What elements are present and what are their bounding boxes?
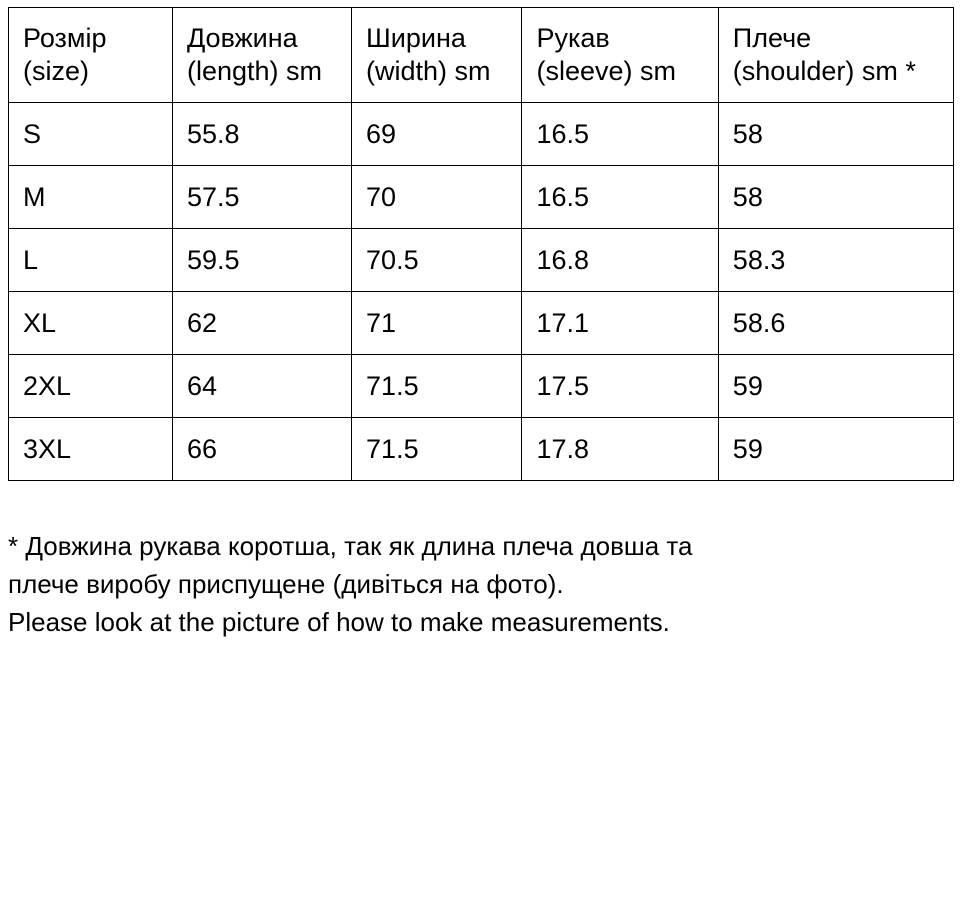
cell-size: 2XL <box>9 355 173 418</box>
table-row <box>9 292 954 355</box>
table-row <box>9 166 954 229</box>
note-line-1: * Довжина рукава коротша, так як длина плеча довша та <box>8 531 693 561</box>
cell-shoulder: 58 <box>718 103 953 166</box>
header-length: Довжина (length) sm <box>172 8 351 103</box>
table-header-row <box>9 8 954 103</box>
table-row <box>9 418 954 481</box>
note-line-3: Please look at the picture of how to make measurements. <box>8 607 670 637</box>
table-row <box>9 103 954 166</box>
cell-width: 70 <box>352 166 522 229</box>
cell-sleeve: 17.8 <box>522 418 718 481</box>
cell-shoulder: 59 <box>718 355 953 418</box>
cell-width: 70.5 <box>352 229 522 292</box>
cell-size: XL <box>9 292 173 355</box>
cell-shoulder: 59 <box>718 418 953 481</box>
cell-sleeve: 16.5 <box>522 103 718 166</box>
table-row <box>9 355 954 418</box>
cell-shoulder: 58.3 <box>718 229 953 292</box>
cell-size: M <box>9 166 173 229</box>
header-size: Розмір (size) <box>9 8 173 103</box>
cell-length: 62 <box>172 292 351 355</box>
cell-shoulder: 58 <box>718 166 953 229</box>
cell-length: 64 <box>172 355 351 418</box>
cell-sleeve: 16.5 <box>522 166 718 229</box>
header-width: Ширина (width) sm <box>352 8 522 103</box>
cell-width: 71.5 <box>352 418 522 481</box>
header-sleeve: Рукав (sleeve) sm <box>522 8 718 103</box>
cell-length: 55.8 <box>172 103 351 166</box>
cell-length: 59.5 <box>172 229 351 292</box>
cell-size: 3XL <box>9 418 173 481</box>
cell-sleeve: 16.8 <box>522 229 718 292</box>
cell-sleeve: 17.1 <box>522 292 718 355</box>
cell-width: 71.5 <box>352 355 522 418</box>
cell-size: L <box>9 229 173 292</box>
measurement-notes <box>8 527 693 641</box>
cell-size: S <box>9 103 173 166</box>
note-line-2: плече виробу приспущене (дивіться на фото). <box>8 569 564 599</box>
header-shoulder: Плече (shoulder) sm * <box>718 8 953 103</box>
table-row <box>9 229 954 292</box>
cell-length: 57.5 <box>172 166 351 229</box>
size-chart-table <box>8 7 954 481</box>
cell-length: 66 <box>172 418 351 481</box>
cell-sleeve: 17.5 <box>522 355 718 418</box>
cell-width: 71 <box>352 292 522 355</box>
cell-width: 69 <box>352 103 522 166</box>
cell-shoulder: 58.6 <box>718 292 953 355</box>
